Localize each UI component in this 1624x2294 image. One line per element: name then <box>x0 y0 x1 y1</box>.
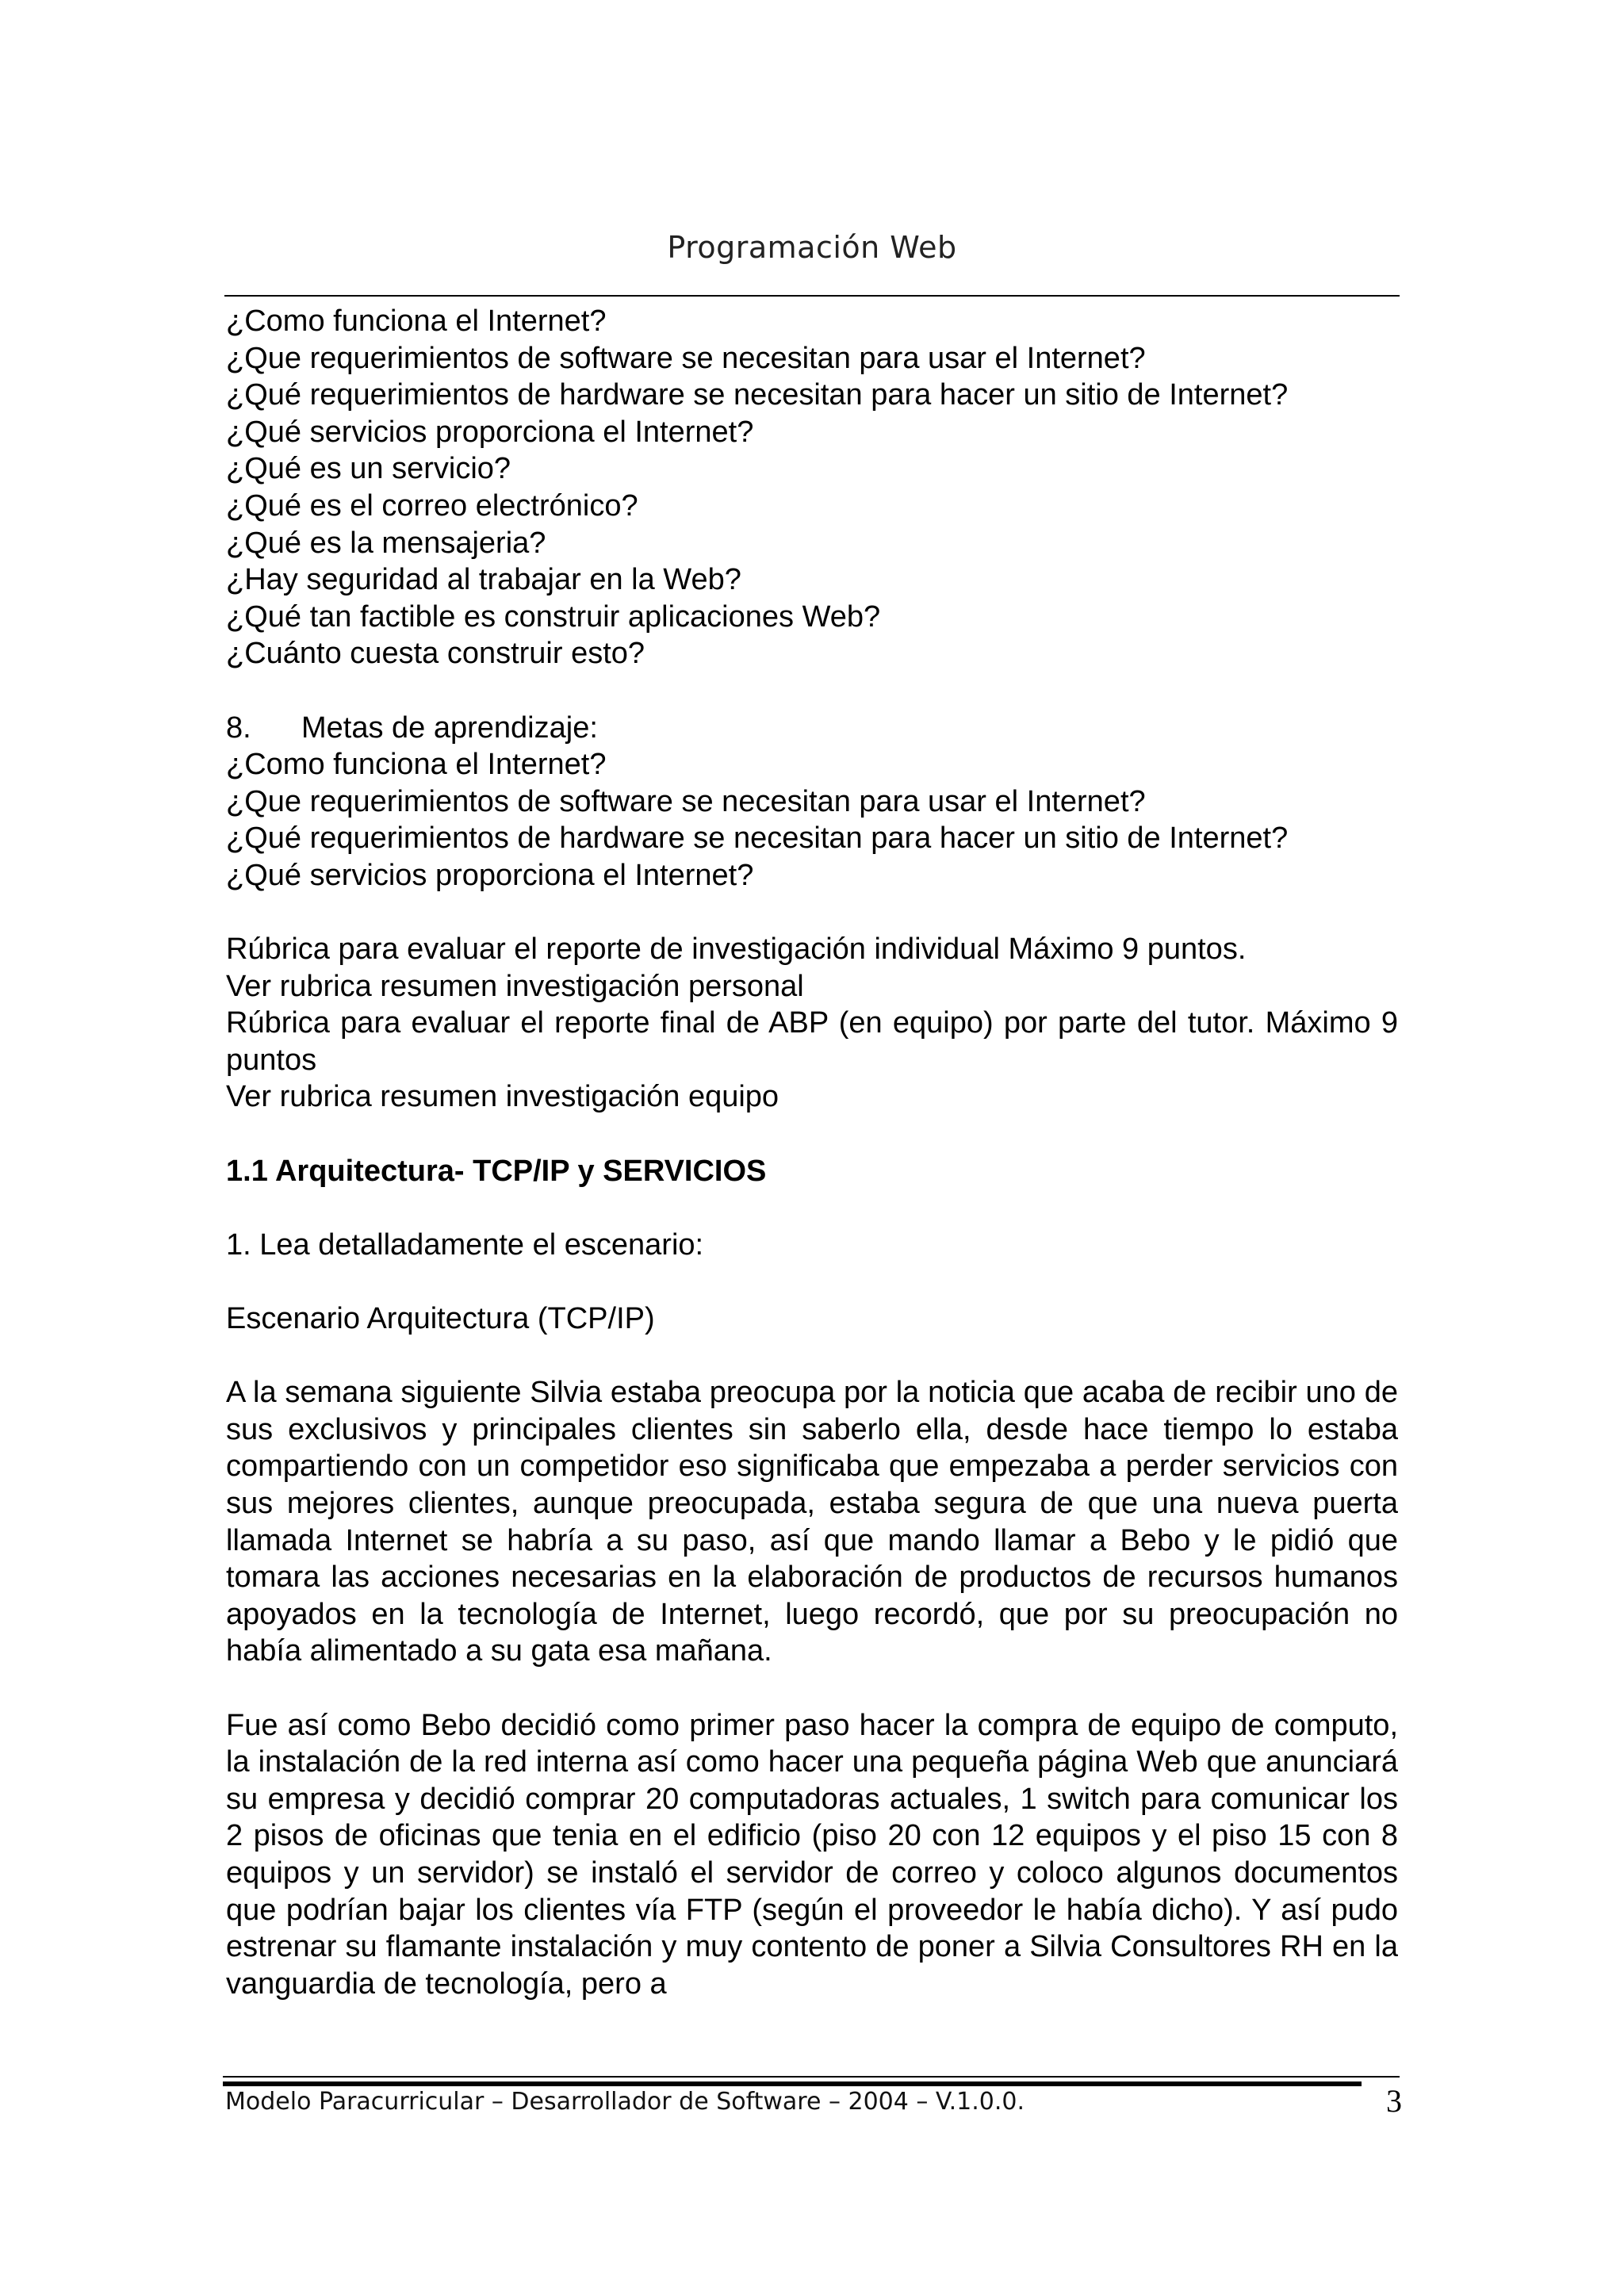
footer-rule-thick <box>223 2081 1362 2086</box>
running-header: Programación Web <box>667 230 957 265</box>
question-line: ¿Que requerimientos de software se necesitan para usar el Internet? <box>226 341 1146 375</box>
footer-rule <box>223 2076 1400 2078</box>
learning-goals-title: Metas de aprendizaje: <box>301 710 598 745</box>
learning-goals-heading <box>226 710 1398 747</box>
question-line: ¿Qué es el correo electrónico? <box>226 488 638 523</box>
scenario-paragraph: Fue así como Bebo decidió como primer paso hacer la compra de equipo de computo, la instalación de la red interna así como hacer una pequeña página Web que anunciará su empresa y decidió comprar 20 computadoras actuales, 1 switch para comunicar los 2 pisos de oficinas que tenia en el edificio (piso 20 con 12 equipos y el piso 15 con 8 equipos y un servidor) se instaló el servidor de correo y coloco algunos documentos que podrían bajar los clientes vía FTP (según el proveedor le había dicho). Y así pudo estrenar su flamante instalación y muy contento de poner a Silvia Consultores RH en la vanguardia de tecnología, pero a <box>226 1708 1398 2001</box>
question-line: ¿Como funciona el Internet? <box>226 304 607 338</box>
question-line: ¿Qué tan factible es construir aplicaciones Web? <box>226 599 881 634</box>
header-rule <box>224 295 1400 297</box>
scenario-title: Escenario Arquitectura (TCP/IP) <box>226 1302 655 1336</box>
learning-goal-item: ¿Como funciona el Internet? <box>226 748 607 782</box>
rubric-team: Rúbrica para evaluar el reporte final de ABP (en equipo) por parte del tutor. Máximo 9 puntos <box>226 1006 1398 1077</box>
learning-goal-item: ¿Que requerimientos de software se necesitan para usar el Internet? <box>226 784 1146 818</box>
section-heading: 1.1 Arquitectura- TCP/IP y SERVICIOS <box>226 1154 767 1188</box>
learning-goal-item: ¿Qué requerimientos de hardware se necesitan para hacer un sitio de Internet? <box>226 821 1289 856</box>
rubric-team-link: Ver rubrica resumen investigación equipo <box>226 1080 779 1114</box>
rubric-personal-link: Ver rubrica resumen investigación personal <box>226 969 804 1003</box>
question-line: ¿Qué servicios proporciona el Internet? <box>226 415 754 449</box>
section-instruction: 1. Lea detalladamente el escenario: <box>226 1227 704 1262</box>
question-line: ¿Qué es la mensajeria? <box>226 526 546 560</box>
question-line: ¿Qué es un servicio? <box>226 452 511 486</box>
page-body <box>226 303 1398 2002</box>
question-line: ¿Hay seguridad al trabajar en la Web? <box>226 563 741 597</box>
learning-goal-item: ¿Qué servicios proporciona el Internet? <box>226 858 754 892</box>
learning-goals-number: 8. <box>226 710 251 745</box>
question-line: ¿Cuánto cuesta construir esto? <box>226 637 645 671</box>
footer-text: Modelo Paracurricular – Desarrollador de Software – 2004 – V.1.0.0. <box>225 2088 1025 2116</box>
page-number: 3 <box>1386 2083 1402 2119</box>
question-line: ¿Qué requerimientos de hardware se necesitan para hacer un sitio de Internet? <box>226 378 1289 412</box>
scenario-paragraph: A la semana siguiente Silvia estaba preocupa por la noticia que acaba de recibir uno de sus exclusivos y principales clientes sin saberlo ella, desde hace tiempo lo estaba compartiendo con un competidor eso significaba que empezaba a perder servicios con sus mejores clientes, aunque preocupada, estaba segura de que una nueva puerta llamada Internet se habría a su paso, así que mando llamar a Bebo y le pidió que tomara las acciones necesarias en la elaboración de productos de recursos humanos apoyados en la tecnología de Internet, luego recordó, que por su preocupación no había alimentado a su gata esa mañana. <box>226 1376 1398 1668</box>
rubric-individual: Rúbrica para evaluar el reporte de investigación individual Máximo 9 puntos. <box>226 933 1247 967</box>
